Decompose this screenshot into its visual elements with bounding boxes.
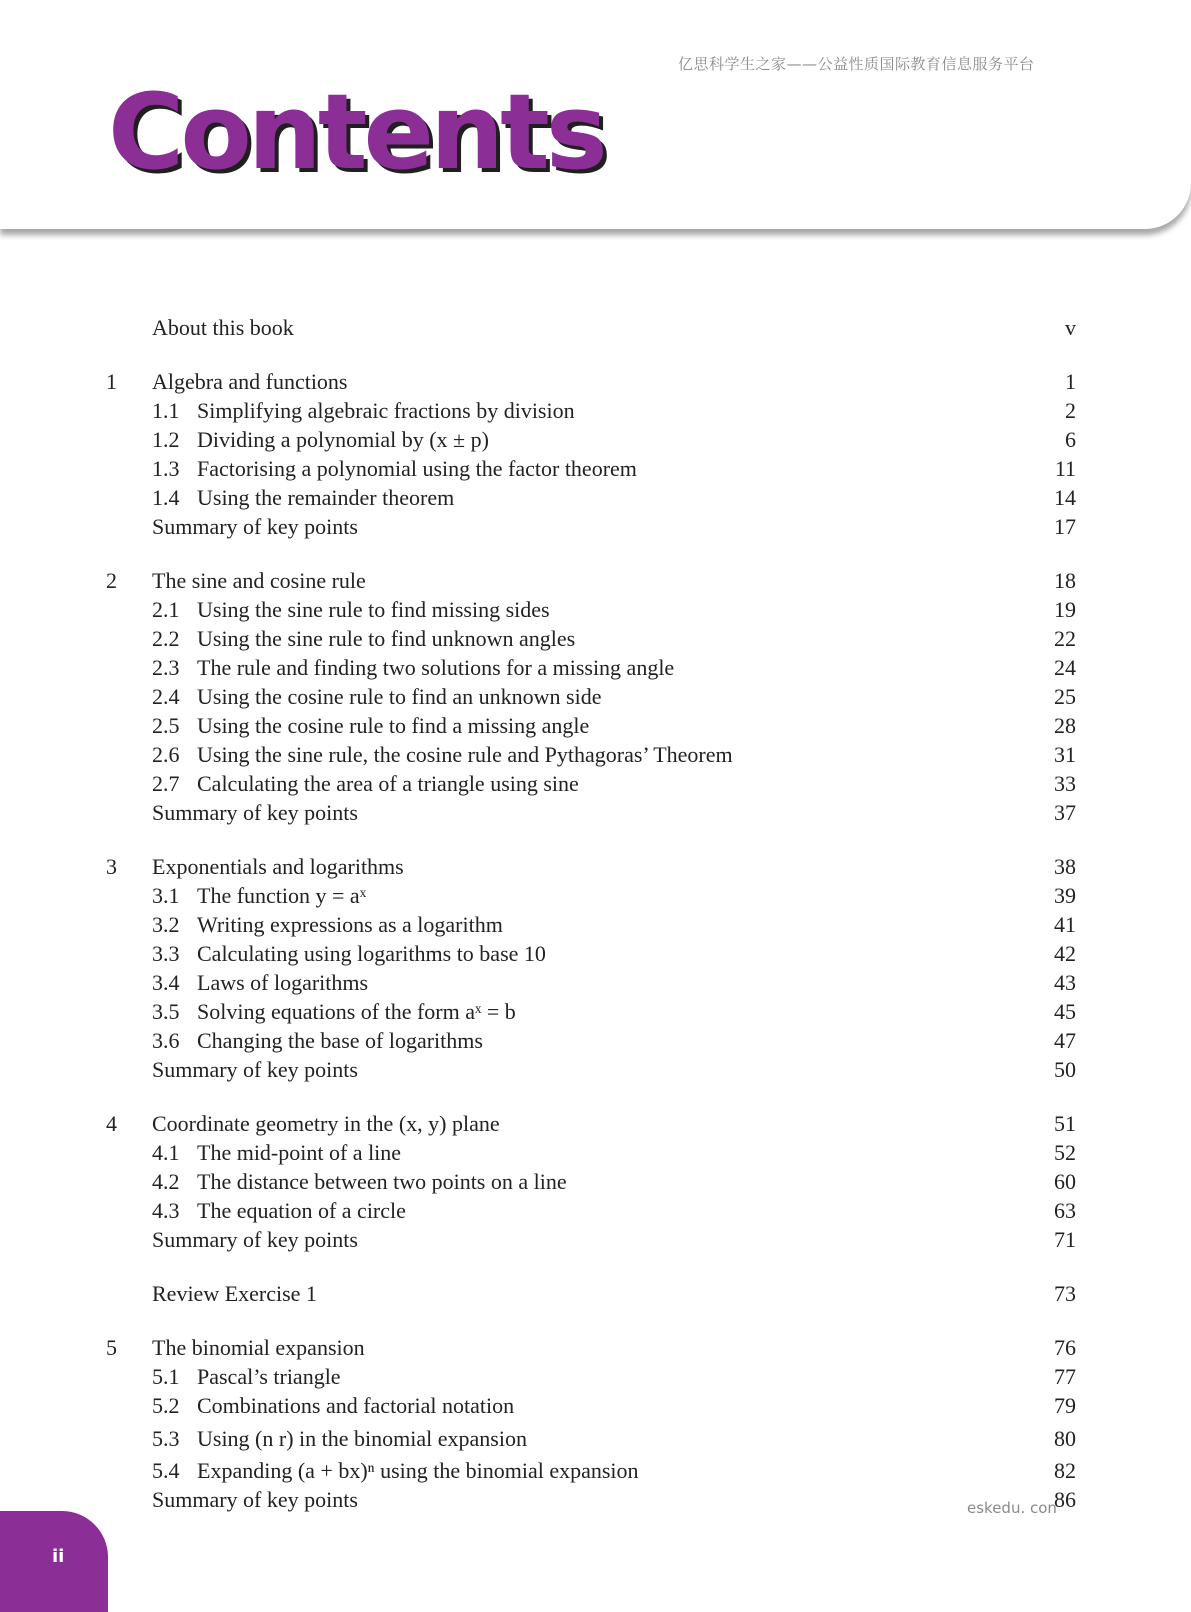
toc-row bbox=[0, 798, 1191, 828]
section-title: Solving equations of the form aˣ = b bbox=[197, 999, 516, 1024]
section-number: 3.4 bbox=[152, 970, 180, 995]
chapter-title: Exponentials and logarithms bbox=[152, 854, 404, 879]
toc-row bbox=[0, 454, 1191, 484]
toc-row bbox=[0, 566, 1191, 596]
toc-row bbox=[0, 939, 1191, 969]
section-number: 1.1 bbox=[152, 398, 180, 423]
page-ref: 76 bbox=[1054, 1335, 1076, 1360]
chapter-title: Summary of key points bbox=[152, 800, 358, 825]
toc-row bbox=[0, 483, 1191, 513]
page-ref: 25 bbox=[1054, 684, 1076, 709]
chapter-number: 1 bbox=[106, 369, 117, 394]
header-watermark: 亿思科学生之家——公益性质国际教育信息服务平台 bbox=[678, 55, 1035, 73]
section-title: Dividing a polynomial by (x ± p) bbox=[197, 427, 489, 452]
section-number: 2.7 bbox=[152, 771, 180, 796]
section-number: 3.1 bbox=[152, 883, 180, 908]
page-ref: 19 bbox=[1054, 597, 1076, 622]
section-title: Writing expressions as a logarithm bbox=[197, 912, 503, 937]
chapter-number: 4 bbox=[106, 1111, 117, 1136]
page-ref: 18 bbox=[1054, 568, 1076, 593]
page-ref: 38 bbox=[1054, 854, 1076, 879]
page-ref: 73 bbox=[1054, 1281, 1076, 1306]
section-title: Using the cosine rule to find a missing angle bbox=[197, 713, 590, 738]
page-ref: 43 bbox=[1054, 970, 1076, 995]
page-ref: 14 bbox=[1054, 485, 1076, 510]
toc-row bbox=[0, 367, 1191, 397]
toc-row bbox=[0, 1196, 1191, 1226]
page-ref: 24 bbox=[1054, 655, 1076, 680]
section-number: 2.6 bbox=[152, 742, 180, 767]
chapter-title: Algebra and functions bbox=[152, 369, 348, 394]
page-ref: 41 bbox=[1054, 912, 1076, 937]
section-number: 5.1 bbox=[152, 1364, 180, 1389]
section-number: 2.5 bbox=[152, 713, 180, 738]
chapter-title: Summary of key points bbox=[152, 514, 358, 539]
toc-row bbox=[0, 313, 1191, 343]
footer-watermark: eskedu. con bbox=[967, 1499, 1057, 1517]
page-ref: 37 bbox=[1054, 800, 1076, 825]
page-ref: 31 bbox=[1054, 742, 1076, 767]
page-ref: 71 bbox=[1054, 1227, 1076, 1252]
toc-row bbox=[0, 1109, 1191, 1139]
section-number: 2.1 bbox=[152, 597, 180, 622]
toc-row bbox=[0, 1391, 1191, 1421]
page-ref: 47 bbox=[1054, 1028, 1076, 1053]
chapter-number: 3 bbox=[106, 854, 117, 879]
chapter-number: 2 bbox=[106, 568, 117, 593]
page-ref: 63 bbox=[1054, 1198, 1076, 1223]
chapter-title: Coordinate geometry in the (x, y) plane bbox=[152, 1111, 500, 1136]
section-title: Laws of logarithms bbox=[197, 970, 369, 995]
section-number: 5.3 bbox=[152, 1426, 180, 1451]
chapter-title: The binomial expansion bbox=[152, 1335, 365, 1360]
page-ref: 51 bbox=[1054, 1111, 1076, 1136]
toc-row bbox=[0, 1362, 1191, 1392]
toc-row bbox=[0, 1424, 1191, 1454]
chapter-title: Summary of key points bbox=[152, 1487, 358, 1512]
toc-row bbox=[0, 512, 1191, 542]
page-ref: 2 bbox=[1065, 398, 1076, 423]
chapter-title: The sine and cosine rule bbox=[152, 568, 366, 593]
toc-row bbox=[0, 1279, 1191, 1309]
section-number: 1.4 bbox=[152, 485, 180, 510]
page-ref: 77 bbox=[1054, 1364, 1076, 1389]
page-ref: 28 bbox=[1054, 713, 1076, 738]
page-ref: 1 bbox=[1065, 369, 1076, 394]
page-title: Contents bbox=[108, 71, 604, 193]
section-title: The function y = aˣ bbox=[197, 883, 367, 908]
section-title: Using (n r) in the binomial expansion bbox=[197, 1426, 527, 1451]
section-title: Using the sine rule to find unknown angles bbox=[197, 626, 576, 651]
section-title: Calculating the area of a triangle using sine bbox=[197, 771, 579, 796]
chapter-title: Summary of key points bbox=[152, 1227, 358, 1252]
section-number: 2.3 bbox=[152, 655, 180, 680]
toc-row bbox=[0, 396, 1191, 426]
section-title: Simplifying algebraic fractions by division bbox=[197, 398, 575, 423]
section-number: 5.4 bbox=[152, 1458, 180, 1483]
section-title: Calculating using logarithms to base 10 bbox=[197, 941, 546, 966]
page-ref: 42 bbox=[1054, 941, 1076, 966]
section-number: 5.2 bbox=[152, 1393, 180, 1418]
section-number: 3.3 bbox=[152, 941, 180, 966]
toc-row bbox=[0, 653, 1191, 683]
page-ref: 86 bbox=[1054, 1487, 1076, 1512]
section-number: 3.2 bbox=[152, 912, 180, 937]
toc-row bbox=[0, 1026, 1191, 1056]
section-title: Changing the base of logarithms bbox=[197, 1028, 483, 1053]
section-number: 1.3 bbox=[152, 456, 180, 481]
page-ref: 39 bbox=[1054, 883, 1076, 908]
toc-row bbox=[0, 682, 1191, 712]
page-ref: 60 bbox=[1054, 1169, 1076, 1194]
section-title: Combinations and factorial notation bbox=[197, 1393, 515, 1418]
section-title: The mid-point of a line bbox=[197, 1140, 402, 1165]
page-ref: 11 bbox=[1054, 456, 1076, 481]
page-ref: 82 bbox=[1054, 1458, 1076, 1483]
toc-row bbox=[0, 910, 1191, 940]
toc-row bbox=[0, 968, 1191, 998]
page-ref: 22 bbox=[1054, 626, 1076, 651]
toc-row bbox=[0, 711, 1191, 741]
page-ref: 50 bbox=[1054, 1057, 1076, 1082]
toc-row bbox=[0, 769, 1191, 799]
toc-row bbox=[0, 852, 1191, 882]
toc-row bbox=[0, 1456, 1191, 1486]
toc-row bbox=[0, 1333, 1191, 1363]
section-number: 3.5 bbox=[152, 999, 180, 1024]
section-title: Factorising a polynomial using the factor theorem bbox=[197, 456, 637, 481]
page-ref: 17 bbox=[1054, 514, 1076, 539]
toc-row bbox=[0, 1167, 1191, 1197]
toc-row bbox=[0, 595, 1191, 625]
chapter-title: About this book bbox=[152, 315, 294, 340]
section-number: 2.2 bbox=[152, 626, 180, 651]
section-number: 4.1 bbox=[152, 1140, 180, 1165]
page-ref: 79 bbox=[1054, 1393, 1076, 1418]
toc-row bbox=[0, 1055, 1191, 1085]
toc-row bbox=[0, 997, 1191, 1027]
toc-row bbox=[0, 1225, 1191, 1255]
chapter-number: 5 bbox=[106, 1335, 117, 1360]
section-title: The rule and finding two solutions for a missing angle bbox=[197, 655, 675, 680]
chapter-title: Review Exercise 1 bbox=[152, 1281, 317, 1306]
section-title: Using the sine rule to find missing sides bbox=[197, 597, 550, 622]
page-ref: 33 bbox=[1054, 771, 1076, 796]
section-number: 2.4 bbox=[152, 684, 180, 709]
section-title: Expanding (a + bx)ⁿ using the binomial expansion bbox=[197, 1458, 639, 1483]
toc-row bbox=[0, 624, 1191, 654]
page-ref: 52 bbox=[1054, 1140, 1076, 1165]
toc-row bbox=[0, 425, 1191, 455]
page-ref: 45 bbox=[1054, 999, 1076, 1024]
toc-row bbox=[0, 740, 1191, 770]
chapter-title: Summary of key points bbox=[152, 1057, 358, 1082]
page-number: ii bbox=[52, 1546, 65, 1567]
section-number: 1.2 bbox=[152, 427, 180, 452]
section-title: Using the sine rule, the cosine rule and Pythagoras’ Theorem bbox=[197, 742, 733, 767]
page-ref: 80 bbox=[1054, 1426, 1076, 1451]
section-title: The equation of a circle bbox=[197, 1198, 406, 1223]
section-number: 4.3 bbox=[152, 1198, 180, 1223]
section-number: 3.6 bbox=[152, 1028, 180, 1053]
page-ref: 6 bbox=[1065, 427, 1076, 452]
toc-row bbox=[0, 881, 1191, 911]
toc-row bbox=[0, 1138, 1191, 1168]
section-title: Using the cosine rule to find an unknown side bbox=[197, 684, 602, 709]
section-title: Using the remainder theorem bbox=[197, 485, 455, 510]
section-title: The distance between two points on a line bbox=[197, 1169, 567, 1194]
section-title: Pascal’s triangle bbox=[197, 1364, 341, 1389]
section-number: 4.2 bbox=[152, 1169, 180, 1194]
page-ref: v bbox=[1065, 315, 1076, 340]
